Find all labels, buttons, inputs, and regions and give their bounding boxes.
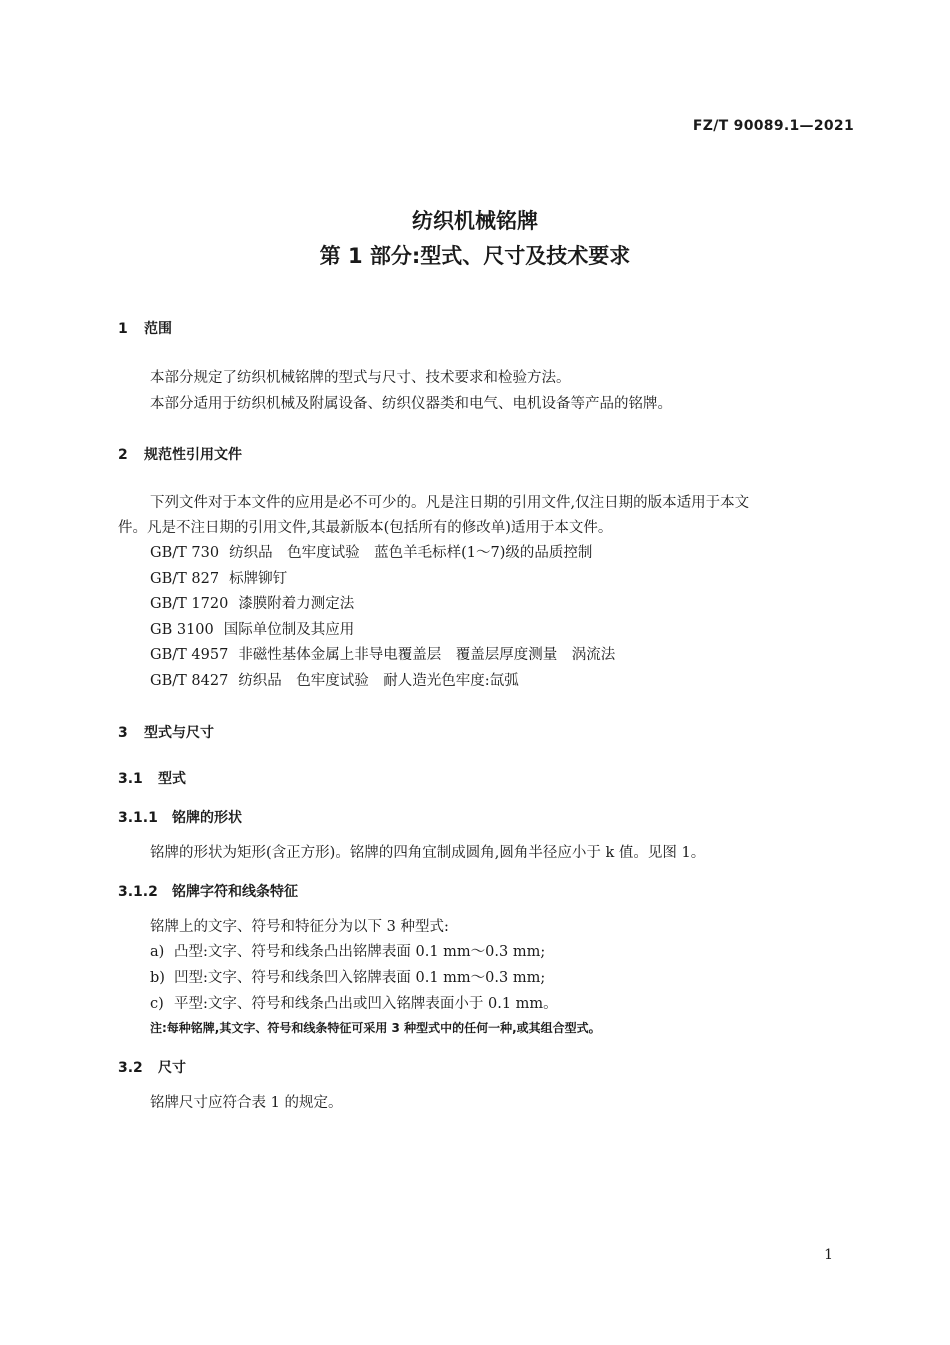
- paragraph: 本部分适用于纺织机械及附属设备、纺织仪器类和电气、电机设备等产品的铭牌。: [150, 396, 672, 412]
- reference-code: GB/T 8427: [150, 673, 229, 689]
- reference-title: 非磁性基体金属上非导电覆盖层 覆盖层厚度测量 涡流法: [238, 647, 616, 663]
- reference-title: 国际单位制及其应用: [223, 622, 355, 638]
- list-marker: a): [150, 944, 165, 960]
- section-3-1-heading: [118, 768, 186, 788]
- section-1-heading: [118, 318, 172, 338]
- page-number: 1: [824, 1247, 833, 1263]
- section-3-2-heading: [118, 1057, 186, 1077]
- section-title: 范围: [144, 321, 172, 337]
- section-title: 规范性引用文件: [144, 447, 242, 463]
- list-marker: b): [150, 970, 165, 986]
- section-number: 3.2: [118, 1060, 143, 1076]
- paragraph: 铭牌上的文字、符号和特征分为以下 3 种型式:: [150, 919, 449, 935]
- reference-item: [150, 618, 890, 643]
- reference-title: 标牌铆钉: [229, 571, 288, 587]
- document-title: 纺织机械铭牌: [412, 209, 538, 233]
- standard-code: FZ/T 90089.1—2021: [692, 118, 854, 134]
- list-text: 凸型:文字、符号和线条凸出铭牌表面 0.1 mm～0.3 mm;: [174, 944, 546, 960]
- reference-code: GB/T 4957: [150, 647, 229, 663]
- list-text: 凹型:文字、符号和线条凹入铭牌表面 0.1 mm～0.3 mm;: [174, 970, 546, 986]
- paragraph: 下列文件对于本文件的应用是必不可少的。凡是注日期的引用文件,仅注日期的版本适用于本文: [150, 495, 750, 511]
- reference-title: 纺织品 色牢度试验 耐人造光色牢度:氙弧: [238, 673, 519, 689]
- section-2-heading: [118, 444, 242, 464]
- section-number: 2: [118, 447, 128, 463]
- section-title: 型式: [158, 771, 186, 787]
- section-3-1-2-heading: [118, 881, 298, 901]
- section-title: 铭牌的形状: [172, 810, 242, 826]
- section-number: 3.1.2: [118, 884, 158, 900]
- section-title: 尺寸: [158, 1060, 186, 1076]
- reference-title: 纺织品 色牢度试验 蓝色羊毛标样(1～7)级的品质控制: [229, 545, 593, 561]
- list-item: [150, 966, 890, 991]
- section-title: 型式与尺寸: [144, 725, 214, 741]
- section-number: 1: [118, 321, 128, 337]
- reference-title: 漆膜附着力测定法: [238, 596, 355, 612]
- paragraph: 铭牌尺寸应符合表 1 的规定。: [150, 1095, 343, 1111]
- reference-code: GB/T 827: [150, 571, 220, 587]
- reference-item: [150, 669, 890, 694]
- list-marker: c): [150, 996, 164, 1012]
- list-item: [150, 992, 890, 1017]
- section-number: 3: [118, 725, 128, 741]
- section-3-1-1-heading: [118, 807, 242, 827]
- paragraph: 件。凡是不注日期的引用文件,其最新版本(包括所有的修改单)适用于本文件。: [118, 520, 613, 536]
- section-number: 3.1: [118, 771, 143, 787]
- section-3-heading: [118, 722, 214, 742]
- paragraph: 本部分规定了纺织机械铭牌的型式与尺寸、技术要求和检验方法。: [150, 370, 571, 386]
- reference-item: [150, 541, 890, 566]
- paragraph: 铭牌的形状为矩形(含正方形)。铭牌的四角宜制成圆角,圆角半径应小于 k 值。见图 1。: [150, 845, 706, 861]
- section-title: 铭牌字符和线条特征: [172, 884, 298, 900]
- list-item: [150, 940, 890, 965]
- list-text: 平型:文字、符号和线条凸出或凹入铭牌表面小于 0.1 mm。: [174, 996, 558, 1012]
- reference-item: [150, 592, 890, 617]
- reference-code: GB/T 730: [150, 545, 220, 561]
- document-subtitle: 第 1 部分:型式、尺寸及技术要求: [319, 244, 631, 268]
- reference-item: [150, 567, 890, 592]
- reference-code: GB/T 1720: [150, 596, 229, 612]
- note: 注:每种铭牌,其文字、符号和线条特征可采用 3 种型式中的任何一种,或其组合型式。: [150, 1021, 601, 1035]
- section-number: 3.1.1: [118, 810, 158, 826]
- reference-item: [150, 643, 890, 668]
- reference-code: GB 3100: [150, 622, 214, 638]
